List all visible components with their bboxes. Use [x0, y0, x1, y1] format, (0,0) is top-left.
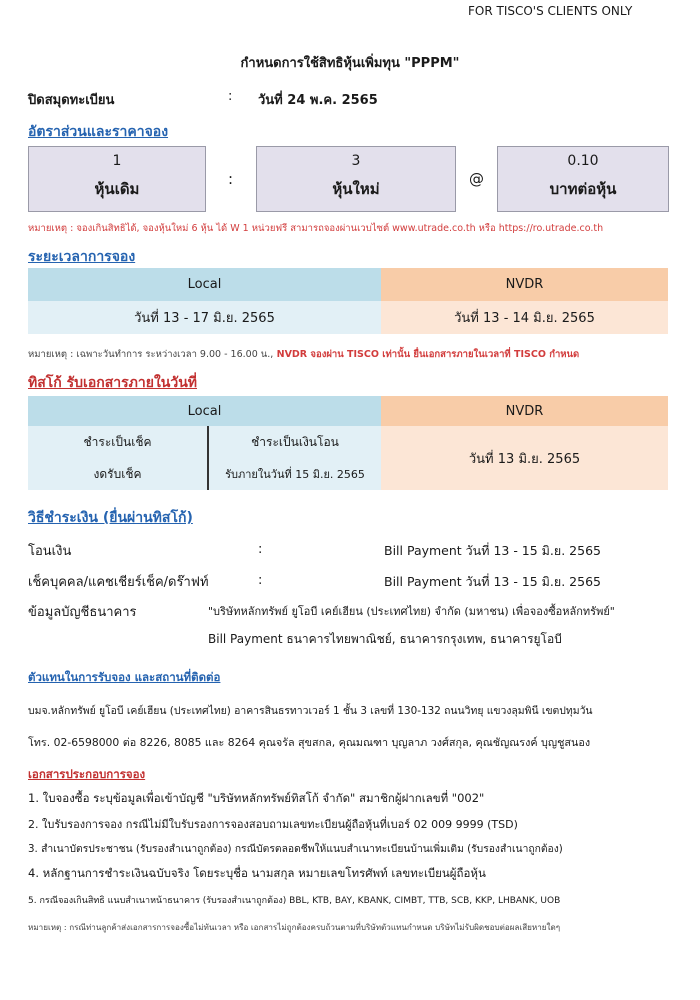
payment-section-title: วิธีชำระเงิน (ยื่นผ่านทิสโก้) — [28, 510, 193, 526]
transfer-value: รับภายในวันที่ 15 มิ.ย. 2565 — [207, 458, 381, 490]
book-close-label: ปิดสมุดทะเบียน — [28, 93, 115, 108]
cheque-value: งดรับเช็ค — [28, 458, 207, 490]
period-table — [28, 268, 668, 334]
old-share-number: 1 — [112, 153, 122, 169]
cheque-method-value: Bill Payment วันที่ 13 - 15 มิ.ย. 2565 — [384, 574, 601, 589]
old-share-box — [28, 146, 206, 212]
period-nvdr-date: วันที่ 13 - 14 มิ.ย. 2565 — [381, 301, 668, 334]
document-item-4: 4. หลักฐานการชำระเงินฉบับจริง โดยระบุชื่อ นามสกุล หมายเลขโทรศัพท์ เลขทะเบียนผู้ถือหุ้น — [28, 866, 486, 880]
book-close-colon: : — [228, 89, 233, 104]
agent-contact: โทร. 02-6598000 ต่อ 8226, 8085 และ 8264 คุณจรัล สุขสกล, คุณมณฑา บุญลาภ วงศ์สกุล, คุณชัญณรงค์ บุญชูสนอง — [28, 736, 591, 749]
new-share-box — [256, 146, 456, 212]
transfer-method-value: Bill Payment วันที่ 13 - 15 มิ.ย. 2565 — [384, 543, 601, 558]
period-remark — [28, 347, 579, 362]
ratio-colon: : — [228, 170, 234, 188]
header-note: FOR TISCO'S CLIENTS ONLY — [468, 4, 633, 18]
docs-deadline-table — [28, 396, 668, 490]
period-nvdr-header: NVDR — [381, 268, 668, 301]
price-at-sign: @ — [469, 170, 484, 188]
price-unit: บาทต่อหุ้น — [549, 180, 617, 198]
transfer-label: ชำระเป็นเงินโอน — [207, 426, 381, 458]
documents-remark: หมายเหตุ : กรณีท่านลูกค้าส่งเอกสารการจองซื้อไม่ทันเวลา หรือ เอกสารไม่ถูกต้องครบถ้วนตามที่บริษัทตัวแทนกำหนด บริษัทไม่รับผิดชอบต่อผลเสียหายใดๆ — [28, 922, 561, 932]
bank-payment-banks: Bill Payment ธนาคารไทยพาณิชย์, ธนาคารกรุงเทพ, ธนาคารยูโอบี — [208, 632, 562, 646]
docs-deadline-title: ทิสโก้ รับเอกสารภายในวันที่ — [28, 375, 198, 391]
page-title: กำหนดการใช้สิทธิหุ้นเพิ่มทุน "PPPM" — [240, 56, 460, 71]
document-item-2: 2. ใบรับรองการจอง กรณีไม่มีใบรับรองการจองสอบถามเลขทะเบียนผู้ถือหุ้นที่เบอร์ 02 009 9999 (TSD) — [28, 818, 518, 831]
period-remark-text: หมายเหตุ : เฉพาะวันทำการ ระหว่างเวลา 9.00 - 16.00 น., — [28, 349, 274, 360]
price-number: 0.10 — [567, 153, 599, 169]
document-item-3: 3. สำเนาบัตรประชาชน (รับรองสำเนาถูกต้อง) กรณีบัตรตลอดชีพให้แนบสำเนาทะเบียนบ้านเพิ่มเติม (รับรองสำเนาถูกต้อง) — [28, 843, 563, 855]
cheque-method-label: เช็คบุคคล/แคชเชียร์เช็ค/ดร๊าฟท์ — [28, 575, 209, 590]
period-local-date: วันที่ 13 - 17 มิ.ย. 2565 — [28, 301, 381, 334]
transfer-method-label: โอนเงิน — [28, 544, 72, 559]
new-share-number: 3 — [351, 153, 361, 169]
book-close-date: วันที่ 24 พ.ค. 2565 — [258, 93, 378, 108]
period-remark-nvdr: NVDR จองผ่าน TISCO เท่านั้น ยื่นเอกสารภายในเวลาที่ TISCO กำหนด — [273, 349, 580, 360]
period-section-title: ระยะเวลาการจอง — [28, 249, 136, 265]
ratio-section-title: อัตราส่วนและราคาจอง — [28, 124, 169, 140]
document-item-1: 1. ใบจองซื้อ ระบุข้อมูลเพื่อเข้าบัญชี "บริษัทหลักทรัพย์ทิสโก้ จำกัด" สมาชิกผู้ฝากเลขที่ "002" — [28, 791, 485, 805]
period-local-header: Local — [28, 268, 381, 301]
old-share-unit: หุ้นเดิม — [94, 180, 140, 198]
document-item-5: 5. กรณีจองเกินสิทธิ แนบสำเนาหน้าธนาคาร (รับรองสำเนาถูกต้อง) BBL, KTB, BAY, KBANK, CIMBT, TTB, SCB, KKP, LHBANK, UOB — [28, 896, 561, 906]
price-box — [497, 146, 669, 212]
deadline-local-header: Local — [28, 396, 381, 426]
new-share-unit: หุ้นใหม่ — [332, 180, 380, 198]
documents-section-title: เอกสารประกอบการจอง — [28, 767, 146, 781]
agent-section-title: ตัวแทนในการรับจอง และสถานที่ติดต่อ — [28, 670, 221, 684]
deadline-nvdr-date: วันที่ 13 มิ.ย. 2565 — [381, 426, 668, 490]
ratio-remark: หมายเหตุ : จองเกินสิทธิได้, จองหุ้นใหม่ 6 หุ้น ได้ W 1 หน่วยฟรี สามารถจองผ่านเวบไซต์ www.utrade.co.th หรือ https://ro.utrade.co.th — [28, 223, 604, 234]
bank-account-name: "บริษัทหลักทรัพย์ ยูโอบี เคย์เฮียน (ประเทศไทย) จำกัด (มหาชน) เพื่อจองซื้อหลักทรัพย์" — [208, 605, 615, 618]
cheque-method-colon: : — [258, 573, 263, 588]
agent-address: บมจ.หลักทรัพย์ ยูโอบี เคย์เฮียน (ประเทศไทย) อาคารสินธรทาวเวอร์ 1 ชั้น 3 เลขที่ 130-132 ถนนวิทยุ แขวงลุมพินี เขตปทุมวัน — [28, 705, 593, 717]
cheque-label: ชำระเป็นเช็ค — [28, 426, 207, 458]
transfer-method-colon: : — [258, 542, 263, 557]
bank-info-label: ข้อมูลบัญชีธนาคาร — [28, 605, 137, 620]
deadline-nvdr-header: NVDR — [381, 396, 668, 426]
